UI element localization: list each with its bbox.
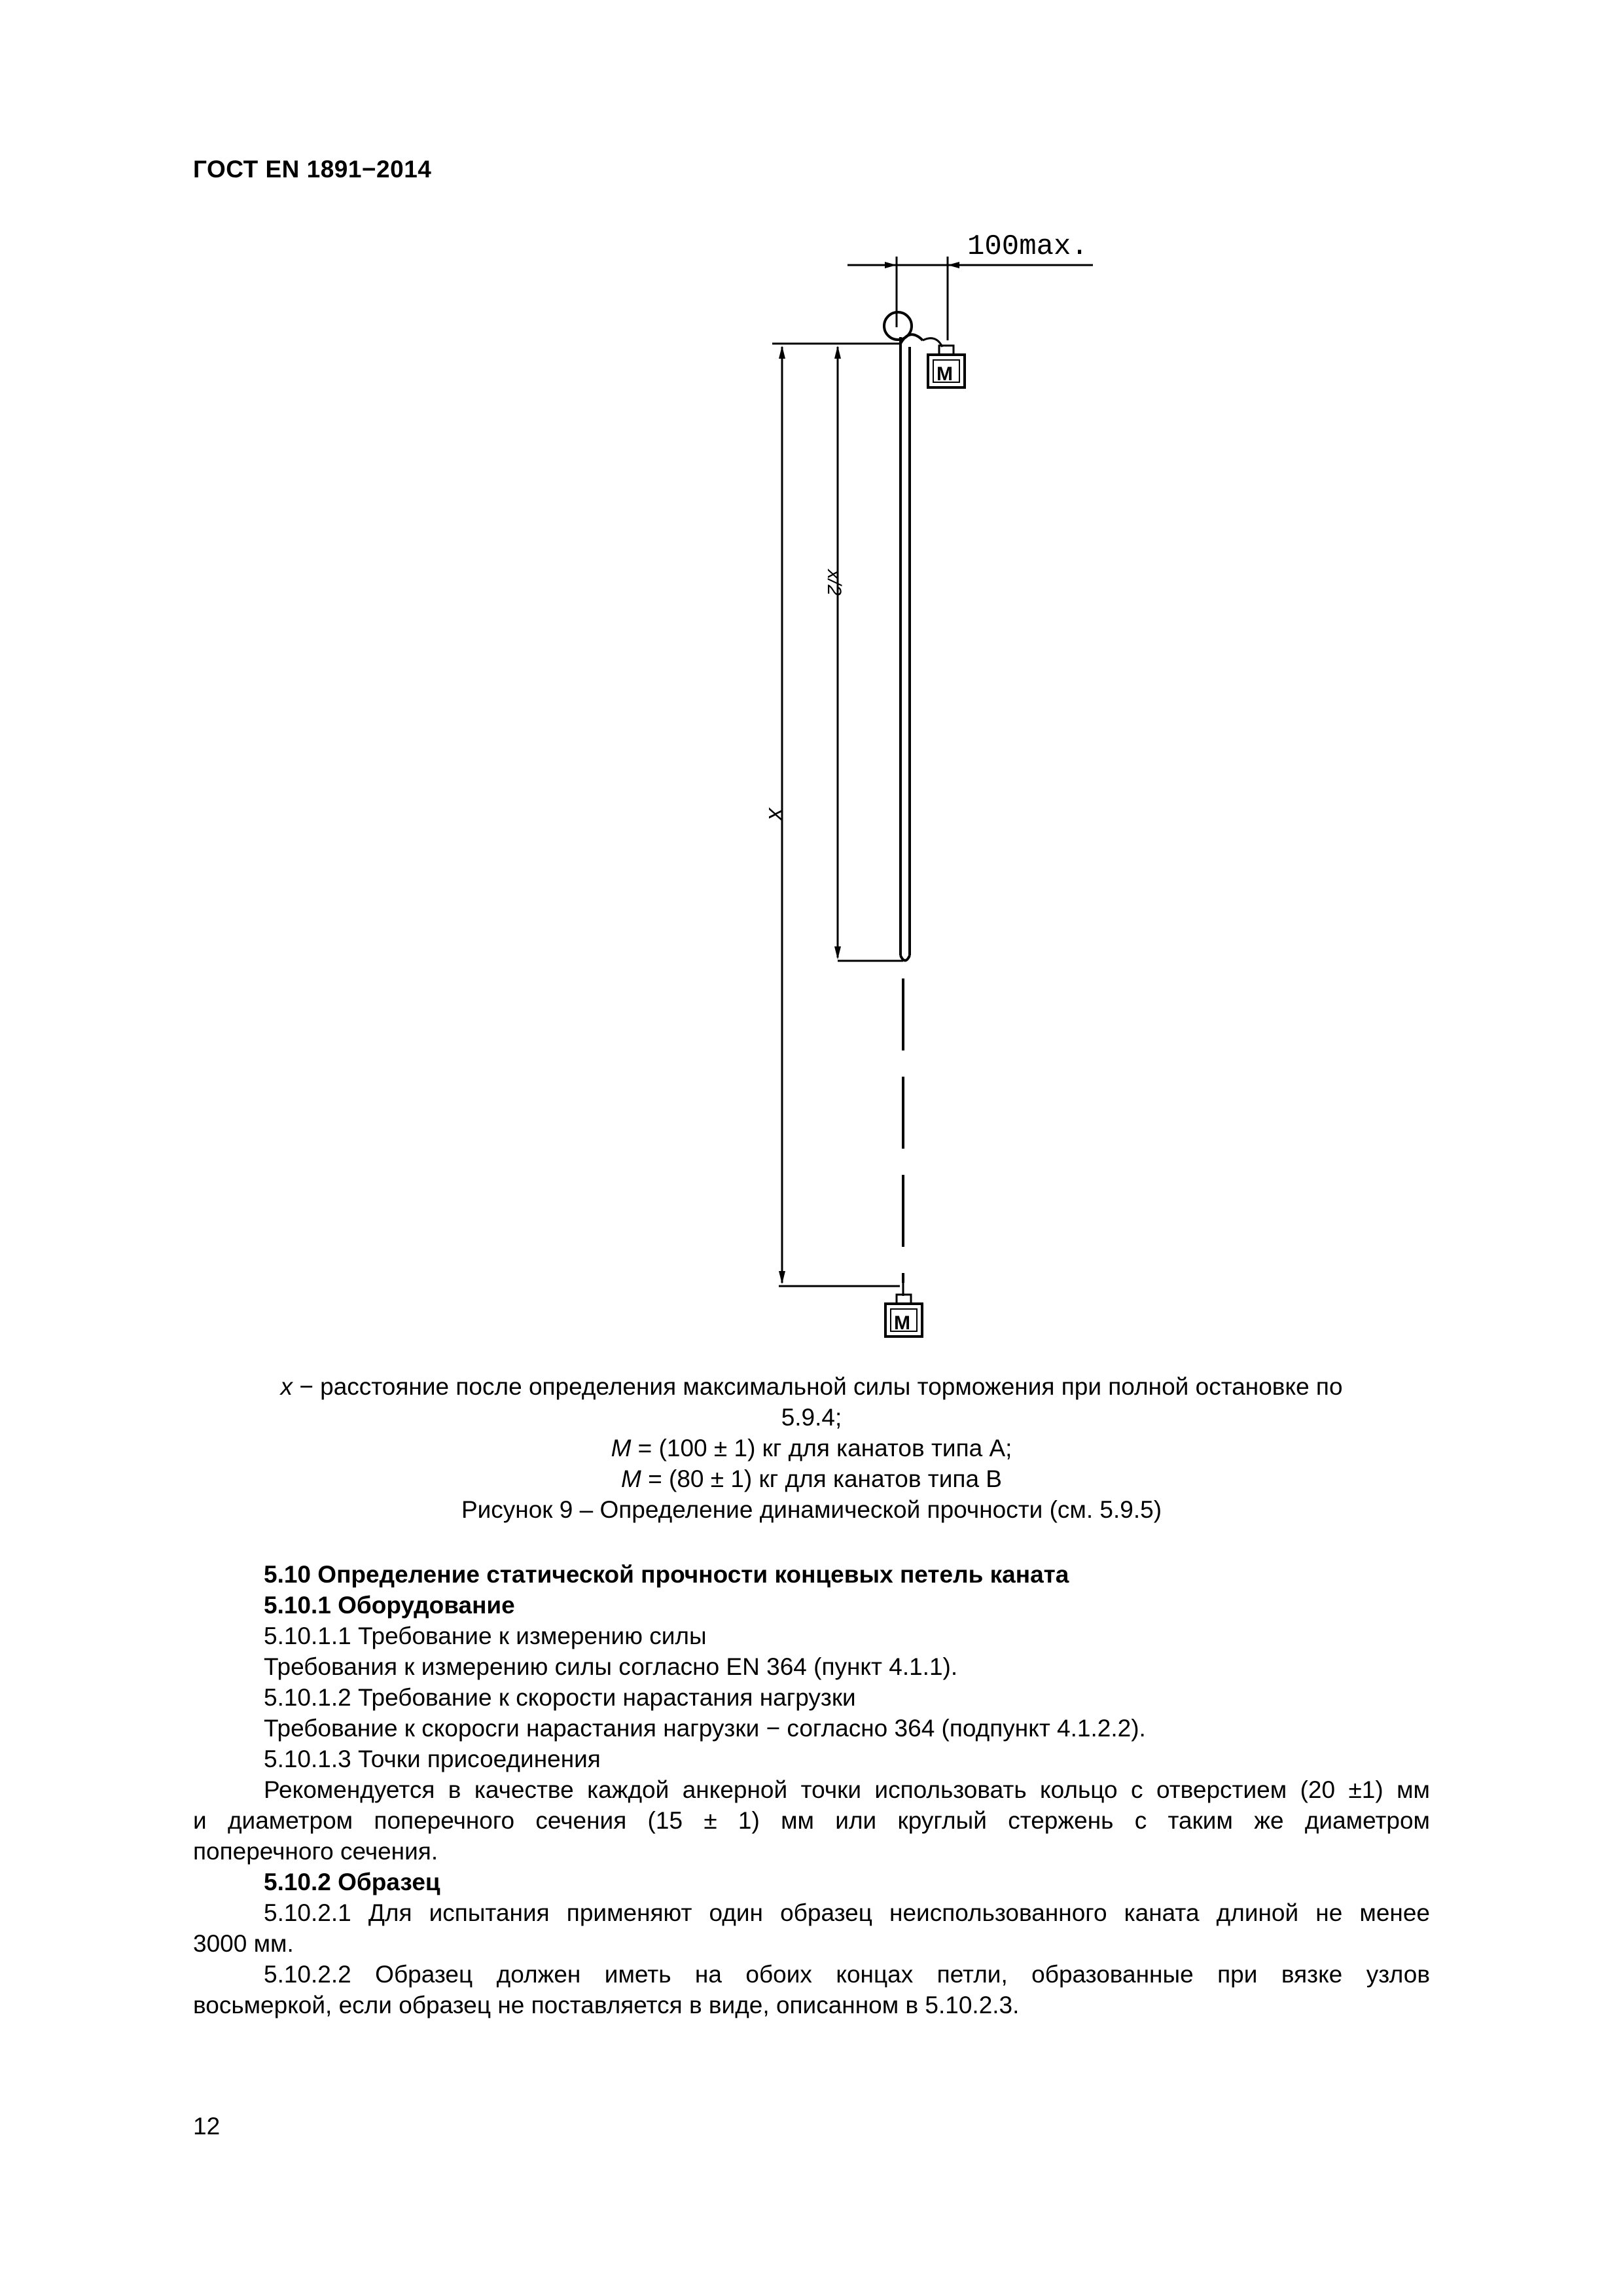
- label-x: x: [764, 808, 791, 820]
- lower-weight-neck: [897, 1295, 911, 1304]
- text-5-10-1-1: Требования к измерению силы согласно EN 364 (пункт 4.1.1).: [264, 1653, 958, 1680]
- legend-x-symbol: x: [280, 1373, 293, 1400]
- text-5-10-2-1-line1: 5.10.2.1 Для испытания применяют один образец неиспользованного каната длиной не менее: [264, 1899, 1430, 1926]
- dim-x-half-arrow-top: [834, 346, 841, 359]
- top-arrow-left: [885, 262, 897, 268]
- heading-5-10: 5.10 Определение статической прочности концевых петель каната: [264, 1561, 1069, 1588]
- dim-x-half-arrow-bottom: [834, 946, 841, 960]
- dim-x-arrow-top: [779, 346, 785, 359]
- legend-m1: [193, 1433, 1430, 1463]
- legend-m1-text: = (100 ± 1) кг для канатов типа А;: [631, 1435, 1012, 1462]
- heading-5-10-1: 5.10.1 Оборудование: [264, 1592, 515, 1619]
- text-5-10-1-3-line3: поперечного сечения.: [193, 1838, 438, 1865]
- top-arrow-right: [948, 262, 959, 268]
- heading-5-10-2: 5.10.2 Образец: [264, 1869, 440, 1895]
- text-5-10-2-2-line1: 5.10.2.2 Образец должен иметь на обоих концах петли, образованные при вязке узлов: [264, 1961, 1430, 1988]
- figure-caption: Рисунок 9 – Определение динамической прочности (см. 5.9.5): [461, 1496, 1162, 1523]
- text-5-10-1-2: Требование к скоросги нарастания нагрузки − согласно 364 (подпункт 4.1.2.2).: [264, 1715, 1146, 1742]
- figure-9-drawing: [720, 216, 1152, 1342]
- legend-m2: [193, 1463, 1430, 1494]
- item-5-10-1-3: 5.10.1.3 Точки присоединения: [264, 1746, 601, 1772]
- legend-x-text: − расстояние после определения максимальной силы торможения при полной остановке по: [292, 1373, 1343, 1400]
- document-code-header: ГОСТ EN 1891−2014: [193, 156, 432, 183]
- rope-bottom-loop: [901, 956, 910, 961]
- label-100max: 100max.: [967, 230, 1088, 263]
- text-5-10-1-3-line1: Рекомендуется в качестве каждой анкерной точки использовать кольцо с отверстием (20 ±1) мм: [264, 1776, 1430, 1803]
- page-number: 12: [193, 2113, 221, 2140]
- legend-m2-text: = (80 ± 1) кг для канатов типа В: [641, 1465, 1002, 1492]
- legend-m1-symbol: M: [611, 1435, 632, 1462]
- item-5-10-1-2: 5.10.1.2 Требование к скорости нарастания нагрузки: [264, 1684, 856, 1711]
- label-x-half: x/2: [823, 569, 845, 596]
- lower-weight-label: M: [894, 1312, 910, 1334]
- dim-x-arrow-bottom: [779, 1271, 785, 1284]
- upper-weight-neck: [939, 346, 954, 355]
- text-5-10-2-1-line2: 3000 мм.: [193, 1930, 294, 1957]
- text-5-10-1-3-line2: и диаметром поперечного сечения (15 ± 1) мм или круглый стержень с таким же диаметром: [193, 1807, 1430, 1834]
- legend-x: [193, 1371, 1430, 1402]
- text-5-10-2-2-line2: восьмеркой, если образец не поставляется в виде, описанном в 5.10.2.3.: [193, 1992, 1020, 2018]
- upper-weight-label: M: [936, 363, 953, 385]
- legend-x-cont: 5.9.4;: [781, 1404, 842, 1431]
- rope-top-loop: [901, 334, 923, 344]
- item-5-10-1-1: 5.10.1.1 Требование к измерению силы: [264, 1623, 707, 1649]
- legend-m2-symbol: M: [621, 1465, 641, 1492]
